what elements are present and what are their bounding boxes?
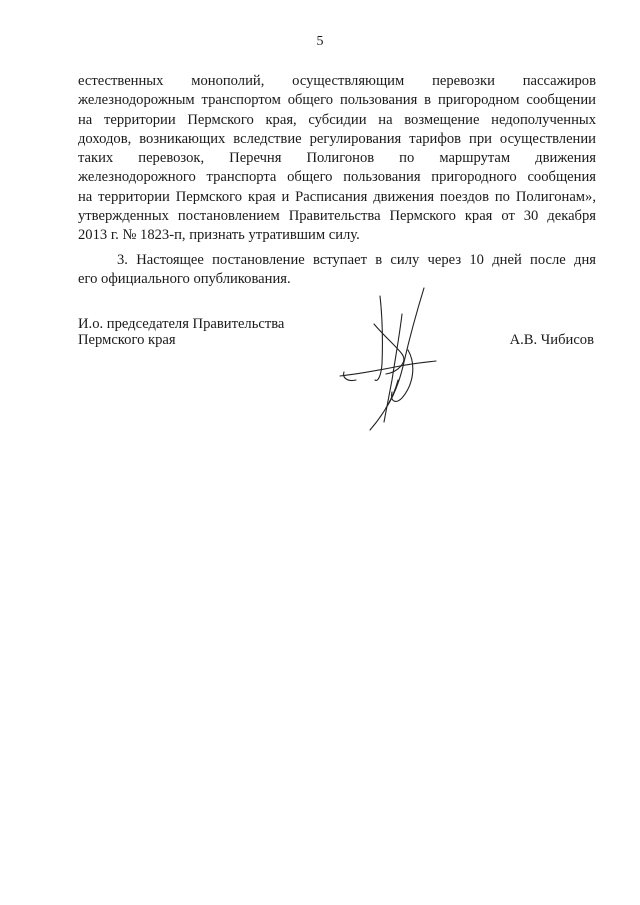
text-line: 3. Настоящее постановление вступает в силу через 10 дней после дня bbox=[117, 251, 596, 268]
signatory-title-line: Пермского края bbox=[78, 332, 176, 348]
signature-stroke bbox=[392, 350, 413, 401]
text-line: доходов, возникающих вследствие регулирования тарифов при осуществлении bbox=[78, 130, 596, 147]
text-line: его официального опубликования. bbox=[78, 270, 291, 287]
page-number: 5 bbox=[316, 34, 324, 49]
signatory-name: А.В. Чибисов bbox=[509, 332, 594, 348]
text-line: на территории Пермского края, субсидии на возмещение недополученных bbox=[78, 111, 596, 128]
paragraph-continuation bbox=[78, 72, 596, 246]
signatory-title-line: И.о. председателя Правительства bbox=[78, 316, 285, 332]
signature-stroke bbox=[386, 288, 424, 408]
text-line: 2013 г. № 1823-п, признать утратившим силу. bbox=[78, 227, 360, 244]
signature-stroke bbox=[375, 296, 382, 380]
text-line: утвержденных постановлением Правительства Пермского края от 30 декабря bbox=[78, 208, 596, 225]
text-line: таких перевозок, Перечня Полигонов по маршрутам движения bbox=[78, 150, 596, 167]
signature-stroke bbox=[344, 372, 356, 381]
text-line: железнодорожным транспортом общего пользования в пригородном сообщении bbox=[78, 92, 596, 109]
handwritten-signature bbox=[336, 284, 446, 436]
text-line: на территории Пермского края и Расписания движения поездов по Полигонам», bbox=[78, 188, 596, 205]
text-line: железнодорожного транспорта общего пользования пригородного сообщения bbox=[78, 169, 596, 186]
text-line: естественных монополий, осуществляющим перевозки пассажиров bbox=[78, 73, 596, 89]
signatory-title bbox=[78, 316, 284, 348]
document-body bbox=[78, 72, 596, 289]
